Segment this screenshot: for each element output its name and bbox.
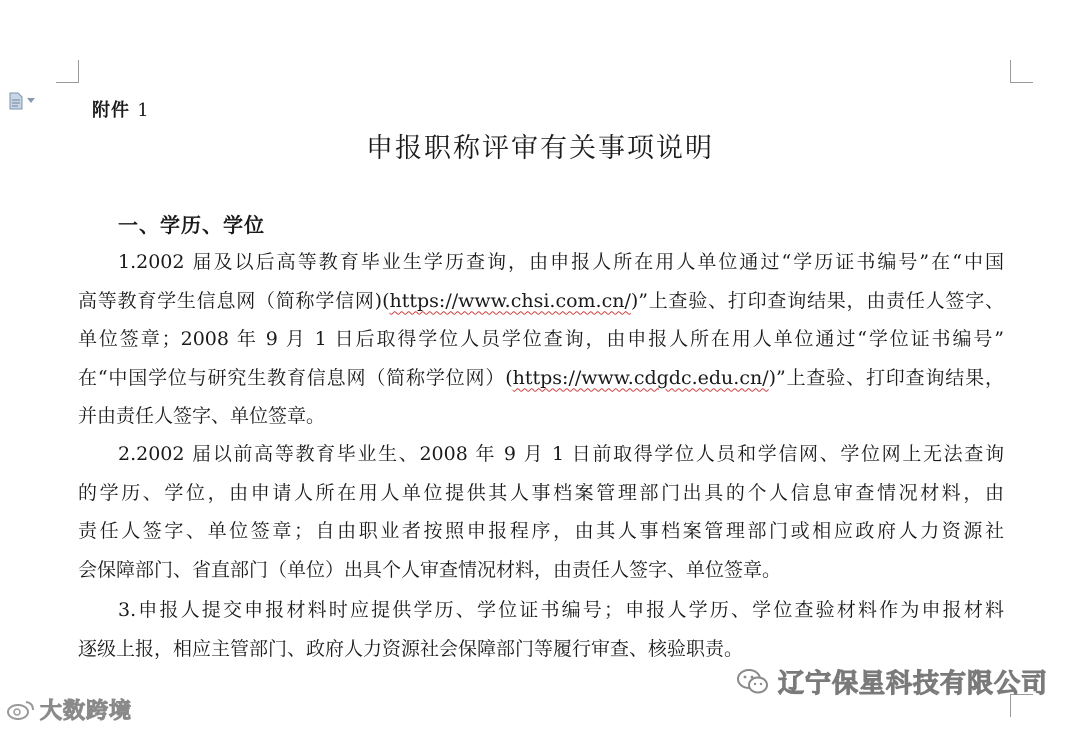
- chsi-url-link[interactable]: https://www.chsi.com.cn/: [389, 289, 631, 312]
- paragraph-1-line-3: 单位签章；2008 年 9 月 1 日后取得学位人员学位查询，由申报人所在用人单位通过“学位证书编号”: [78, 328, 1004, 350]
- cdgdc-url-link[interactable]: https://www.cdgdc.edu.cn/: [512, 366, 769, 389]
- paragraph-1-line-5: 并由责任人签字、单位签章。: [78, 405, 326, 427]
- paragraph-1-line-4: 在“中国学位与研究生教育信息网（简称学位网）(https://www.cdgdc.edu.cn/)”上查验、打印查询结果，: [78, 366, 1004, 389]
- chevron-down-icon: [27, 98, 35, 104]
- watermark-right: [736, 663, 1048, 700]
- document-title: 申报职称评审有关事项说明: [366, 133, 714, 164]
- paragraph-2-line-2: 的学历、学位，由申请人所在用人单位提供其人事档案管理部门出具的个人信息审查情况材料，由: [78, 481, 1004, 504]
- document-map-icon[interactable]: [8, 92, 42, 110]
- page-icon: [8, 92, 24, 110]
- paragraph-2-line-1: 2.2002 届以前高等教育毕业生、2008 年 9 月 1 日前取得学位人员和学信网、学位网上无法查询: [118, 443, 1004, 465]
- paragraph-1: [78, 243, 1004, 436]
- page-corner-mark-top-left: [56, 60, 79, 83]
- watermark-right-text: 辽宁保星科技有限公司: [778, 669, 1049, 699]
- paragraph-2-line-4: 会保障部门、省直部门（单位）出具个人审查情况材料，由责任人签字、单位签章。: [78, 558, 782, 581]
- paragraph-1-line-2: 高等教育学生信息网（简称学信网)(https://www.chsi.com.cn/)”上查验、打印查询结果，由责任人签字、: [78, 289, 1004, 312]
- paragraph-3: [78, 591, 1004, 668]
- paragraph-3-line-1: 3.申报人提交申报材料时应提供学历、学位证书编号；申报人学历、学位查验材料作为申报材料: [118, 599, 1004, 621]
- paragraph-2: [78, 435, 1004, 589]
- attachment-label: [92, 96, 150, 122]
- watermark-left: [6, 694, 132, 725]
- paragraph-2-line-3: 责任人签字、单位签章；自由职业者按照申报程序，由其人事档案管理部门或相应政府人力资源社: [78, 520, 1004, 542]
- section-heading: 一、学历、学位: [118, 213, 265, 237]
- paragraph-3-line-2: 逐级上报，相应主管部门、政府人力资源社会保障部门等履行审查、核验职责。: [78, 637, 744, 660]
- page-corner-mark-top-right: [1010, 60, 1033, 83]
- paragraph-1-line-1: 1.2002 届及以后高等教育毕业生学历查询，由申报人所在用人单位通过“学历证书编号”在“中国: [118, 251, 1004, 273]
- attachment-label-text: 附件: [92, 100, 130, 121]
- attachment-number: 1: [137, 100, 150, 121]
- watermark-left-text: 大数跨境: [40, 699, 133, 724]
- weibo-like-logo-icon: [6, 699, 36, 721]
- wechat-logo-icon: [736, 668, 770, 696]
